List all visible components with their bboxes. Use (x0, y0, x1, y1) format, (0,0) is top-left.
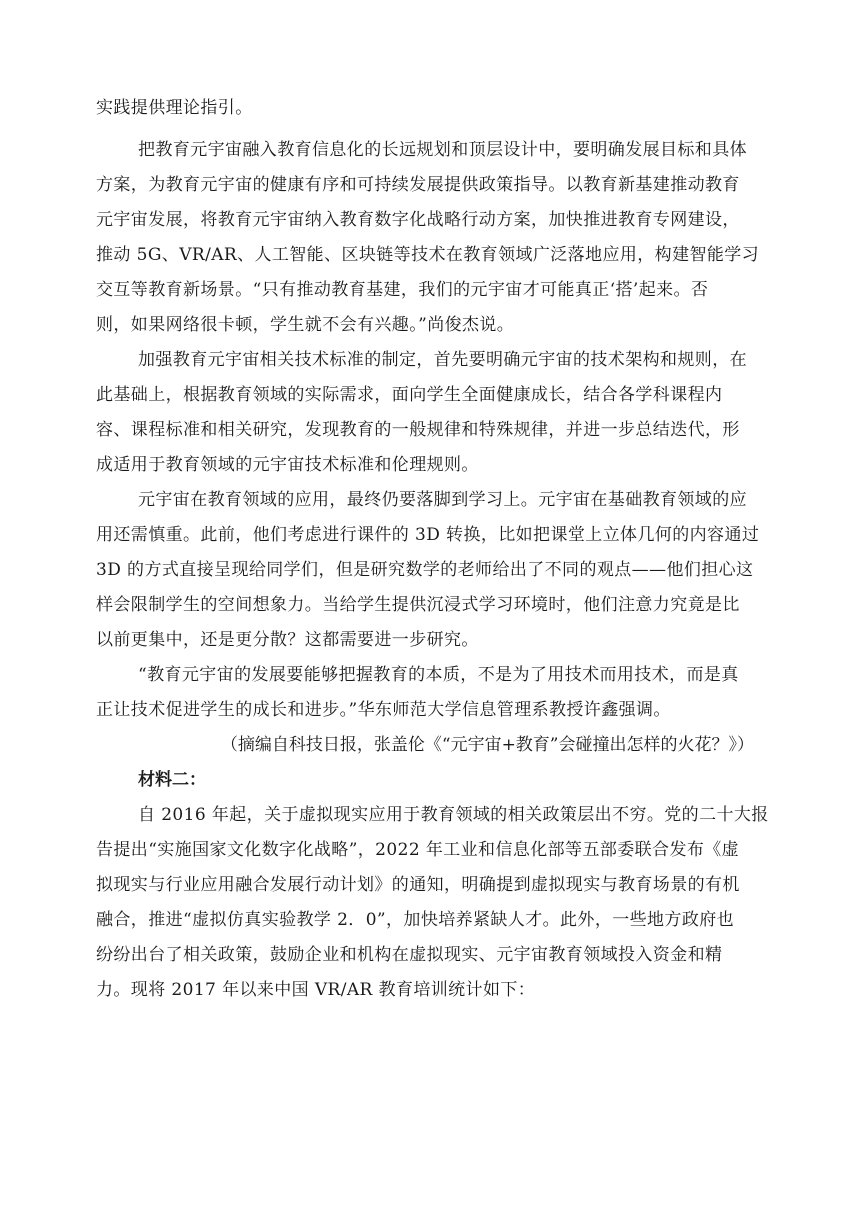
text-line: 则，如果网络很卡顿，学生就不会有兴趣。”尚俊杰说。 (96, 315, 515, 335)
text-line: 交互等教育新场景。“只有推动教育基建，我们的元宇宙才可能真正‘搭’起来。否 (96, 280, 709, 300)
text-line: 融合，推进“虚拟仿真实验教学 2．0”，加快培养紧缺人才。此外，一些地方政府也 (96, 910, 735, 930)
text-line: 加强教育元宇宙相关技术标准的制定，首先要明确元宇宙的技术架构和规则，在 (138, 350, 747, 370)
text-line: 把教育元宇宙融入教育信息化的长远规划和顶层设计中，要明确发展目标和具体 (138, 140, 747, 160)
text-line: 推动 5G、VR/AR、人工智能、区块链等技术在教育领域广泛落地应用，构建智能学习 (96, 245, 760, 265)
text-line: 3D 的方式直接呈现给同学们，但是研究数学的老师给出了不同的观点——他们担心这 (96, 560, 754, 580)
text-line: 实践提供理论指引。 (96, 98, 253, 118)
text-line: “教育元宇宙的发展要能够把握教育的本质，不是为了用技术而用技术，而是真 (138, 665, 739, 685)
text-line: 方案，为教育元宇宙的健康有序和可持续发展提供政策指导。以教育新基建推动教育 (96, 175, 740, 195)
text-line: 此基础上，根据教育领域的实际需求，面向学生全面健康成长，结合各学科课程内 (96, 385, 723, 405)
text-line: 自 2016 年起，关于虚拟现实应用于教育领域的相关政策层出不穷。党的二十大报 (138, 805, 769, 825)
text-line: 用还需慎重。此前，他们考虑进行课件的 3D 转换，比如把课堂上立体几何的内容通过 (96, 525, 760, 545)
source-citation: （摘编自科技日报，张盖伦《“元宇宙+教育”会碰撞出怎样的火花？》） (220, 735, 754, 755)
text-line: 样会限制学生的空间想象力。当给学生提供沉浸式学习环境时，他们注意力究竟是比 (96, 595, 740, 615)
section-heading: 材料二： (138, 770, 206, 790)
text-line: 以前更集中，还是更分散？这都需要进一步研究。 (96, 630, 479, 650)
text-line: 拟现实与行业应用融合发展行动计划》的通知，明确提到虚拟现实与教育场景的有机 (96, 875, 740, 895)
text-line: 纷纷出台了相关政策，鼓励企业和机构在虚拟现实、元宇宙教育领域投入资金和精 (96, 945, 723, 965)
text-line: 力。现将 2017 年以来中国 VR/AR 教育培训统计如下： (96, 980, 536, 1000)
text-line: 正让技术促进学生的成长和进步。”华东师范大学信息管理系教授许鑫强调。 (96, 700, 671, 720)
text-line: 容、课程标准和相关研究，发现教育的一般规律和特殊规律，并进一步总结迭代，形 (96, 420, 740, 440)
text-line: 成适用于教育领域的元宇宙技术标准和伦理规则。 (96, 455, 479, 475)
text-line: 告提出“实施国家文化数字化战略”，2022 年工业和信息化部等五部委联合发布《虚 (96, 840, 740, 860)
text-line: 元宇宙在教育领域的应用，最终仍要落脚到学习上。元宇宙在基础教育领域的应 (138, 490, 747, 510)
text-line: 元宇宙发展，将教育元宇宙纳入教育数字化战略行动方案，加快推进教育专网建设， (96, 210, 740, 230)
